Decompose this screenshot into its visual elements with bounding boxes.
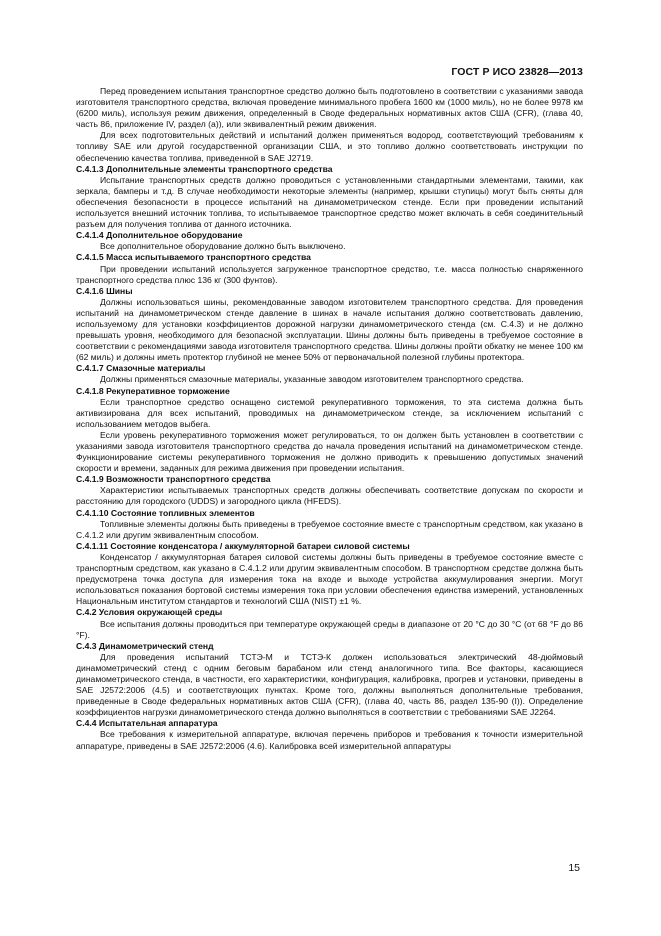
- paragraph: Для всех подготовительных действий и испытаний должен применяться водород, соответствующий требованиям к топливу SAE или другой государственной организации США, и это топливо должно соответствовать инструкции по обеспечению качества топлива, приведенной в SAE J2719.: [76, 130, 583, 163]
- paragraph: Все дополнительное оборудование должно быть выключено.: [100, 241, 346, 252]
- paragraph: Испытание транспортных средств должно проводиться с установленными стандартными элементами, такими, как зеркала, бамперы и т.д. В случае необходимости некоторые элементы (например, крышки ступицы) могут быть сняты для обеспечения безопасности в процессе испытаний на динамометрическом стенде. Если при проведении испытаний используется внешний источник топлива, то испытываемое транспортное средство может включать в себя соединительный разъем для получения топлива от данного источника.: [76, 174, 583, 230]
- section-heading: С.4.1.7 Смазочные материалы: [76, 363, 206, 374]
- section-heading: С.4.1.11 Состояние конденсатора / аккумуляторной батареи силовой системы: [76, 540, 410, 551]
- section-heading: С.4.1.8 Рекуперативное торможение: [76, 385, 230, 396]
- document-code-header: ГОСТ Р ИСО 23828—2013: [451, 66, 583, 78]
- paragraph: Топливные элементы должны быть приведены в требуемое состояние вместе с транспортным средством, как указано в С.4.1.2 или другим эквивалентным способом.: [76, 518, 583, 540]
- page-number: 15: [568, 862, 580, 874]
- paragraph: Если уровень рекуперативного торможения может регулироваться, то он должен быть установлен в соответствии с указаниями завода изготовителя транспортного средства до начала проведения испытаний на динамометрическом стенде. Функционирование системы рекуперативного торможения не должно приводить к превышению допустимых значений скорости и времени, заданных для режима движения при проведении испытания.: [76, 429, 583, 474]
- paragraph: Конденсатор / аккумуляторная батарея силовой системы должны быть приведены в требуемое состояние вместе с транспортным средством, как указано в С.4.1.2 или другим эквивалентным способом. В транспортном средстве должна быть предусмотрена точка доступа для измерения тока на входе и выходе устройства аккумулирования энергии. Могут использоваться показания бортовой системы измерения тока при условии обеспечения единства измерений, установленных Национальным институтом стандартов и технологий США (NIST) ±1 %.: [76, 551, 583, 607]
- paragraph: Перед проведением испытания транспортное средство должно быть подготовлено в соответствии с указаниями завода изготовителя транспортного средства, включая проведение минимального пробега 1600 км (1000 миль), но не более 9978 км (6200 миль), используя режим движения, определенный в Своде федеральных нормативных актов США (CFR), (глава 40, часть 86, приложение IV, раздел (a)), или эквивалентный режим движения.: [76, 86, 583, 130]
- section-heading: С.4.1.6 Шины: [76, 285, 133, 296]
- paragraph: Характеристики испытываемых транспортных средств должны обеспечивать соответствие допускам по скорости и расстоянию для городского (UDDS) и загородного цикла (HFEDS).: [76, 485, 583, 507]
- section-heading: С.4.1.5 Масса испытываемого транспортного средства: [76, 252, 311, 263]
- paragraph: Должны применяться смазочные материалы, указанные заводом изготовителем транспортного средства.: [100, 374, 524, 385]
- paragraph: Для проведения испытаний ТСТЭ-М и ТСТЭ-К должен использоваться электрический 48-дюймовый динамометрический стенд с одним беговым барабаном или стенд аналогичного типа. Все факторы, касающиеся динамометрического стенда, в частности, его характеристики, конфигурация, калибровка, прогрев и установки, приведены в SAE J2572:2006 (4.5) и соответствующих пунктах. Кроме того, должны выполняться дополнительные требования, приведенные в Своде федеральных нормативных актов США (CFR), (глава 40, часть 86, раздел 135-90 (I)). Определение коэффициентов нагрузки динамометрического стенда должно выполняться в соответствии с требованиями SAE J2264.: [76, 651, 583, 718]
- section-heading: С.4.1.4 Дополнительное оборудование: [76, 230, 243, 241]
- paragraph: Все требования к измерительной аппаратуре, включая перечень приборов и требования к точности измерительной аппаратуре, приведены в SAE J2572:2006 (4.6). Калибровка всей измерительной аппаратуры: [76, 729, 583, 751]
- section-heading: С.4.3 Динамометрический стенд: [76, 640, 214, 651]
- section-heading: С.4.1.3 Дополнительные элементы транспортного средства: [76, 163, 333, 174]
- paragraph: Все испытания должны проводиться при температуре окружающей среды в диапазоне от 20 °С до 30 °С (от 68 °F до 86 °F).: [76, 618, 583, 640]
- section-heading: С.4.4 Испытательная аппаратура: [76, 718, 218, 729]
- section-heading: С.4.1.9 Возможности транспортного средства: [76, 474, 271, 485]
- document-body: [76, 86, 583, 752]
- section-heading: С.4.1.10 Состояние топливных элементов: [76, 507, 255, 518]
- paragraph: Должны использоваться шины, рекомендованные заводом изготовителем транспортного средства. Для проведения испытаний на динамометрическом стенде давление в шинах в начале испытания должно соответствовать давлению, используемому для установки коэффициентов дорожной нагрузки динамометрического стенда (см. С.4.3) и не должно превышать уровня, необходимого для безопасной эксплуатации. Шины должны быть приведены в требуемое состояние в соответствии с рекомендациями завода изготовителя транспортного средства. Шины должны пройти обкатку не менее 100 км (62 миль) и должны иметь протектор глубиной не менее 50% от первоначальной полезной глубины протектора.: [76, 296, 583, 363]
- paragraph: При проведении испытаний используется загруженное транспортное средство, т.е. масса полностью снаряженного транспортного средства плюс 136 кг (300 фунтов).: [76, 263, 583, 285]
- paragraph: Если транспортное средство оснащено системой рекуперативного торможения, то эта система должна быть активизирована для всех испытаний, проводимых на динамометрическом стенде, за исключением испытаний с использованием методов выбега.: [76, 396, 583, 429]
- section-heading: С.4.2 Условия окружающей среды: [76, 607, 223, 618]
